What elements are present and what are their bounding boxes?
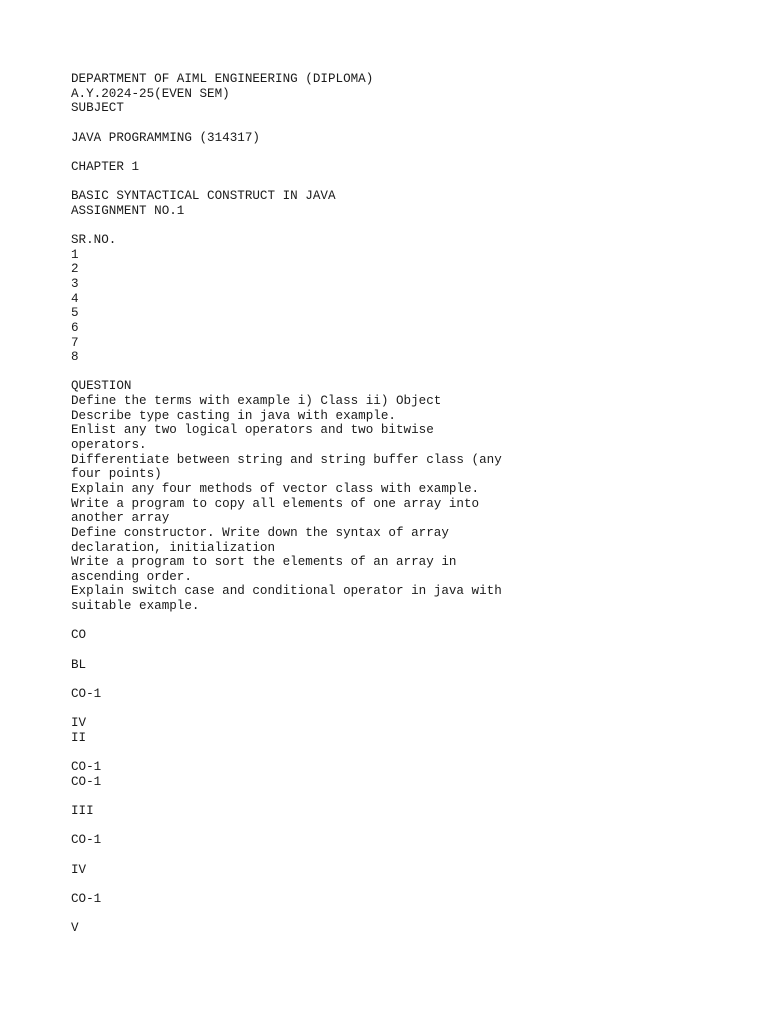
question-line: Describe type casting in java with example. [71,408,396,423]
chapter-title: BASIC SYNTACTICAL CONSTRUCT IN JAVA [71,189,336,204]
co-entry: CO-1 [71,686,102,701]
bl-entry: IV [71,716,87,731]
bl-entry: IV [71,862,87,877]
question-line: Differentiate between string and string buffer class (any [71,452,502,467]
document-page [71,72,711,936]
serial-number: 7 [71,335,79,350]
question-line: declaration, initialization [71,540,276,555]
assignment-number: ASSIGNMENT NO.1 [71,203,185,218]
serial-number: 3 [71,276,79,291]
bl-entry: V [71,921,79,936]
department-heading: DEPARTMENT OF AIML ENGINEERING (DIPLOMA) [71,72,374,86]
serial-number: 4 [71,291,79,306]
serial-number-header: SR.NO. [71,233,117,248]
question-line: Write a program to copy all elements of one array into [71,496,480,511]
bl-entry: II [71,730,87,745]
subject-label: SUBJECT [71,101,124,116]
serial-number: 8 [71,350,79,365]
co-entry: CO-1 [71,760,102,775]
chapter-number: CHAPTER 1 [71,159,140,174]
serial-number: 6 [71,320,79,335]
question-line: Define constructor. Write down the syntax of array [71,525,449,540]
question-line: Define the terms with example i) Class ii) Object [71,394,442,409]
serial-number: 1 [71,247,79,262]
question-line: four points) [71,467,162,482]
co-entry: CO-1 [71,891,102,906]
serial-number: 5 [71,306,79,321]
question-line: Explain switch case and conditional operator in java with [71,584,502,599]
bl-entry: III [71,804,94,819]
co-entry: CO-1 [71,774,102,789]
question-line: operators. [71,438,147,453]
academic-year: A.Y.2024-25(EVEN SEM) [71,86,230,101]
subject-name: JAVA PROGRAMMING (314317) [71,130,260,145]
co-header: CO [71,628,87,643]
question-header: QUESTION [71,379,132,394]
question-line: Write a program to sort the elements of an array in [71,555,457,570]
bl-header: BL [71,657,87,672]
question-line: ascending order. [71,569,192,584]
question-line: Explain any four methods of vector class with example. [71,481,480,496]
question-line: Enlist any two logical operators and two bitwise [71,423,434,438]
question-line: another array [71,511,170,526]
co-entry: CO-1 [71,833,102,848]
serial-number: 2 [71,262,79,277]
question-line: suitable example. [71,599,200,614]
